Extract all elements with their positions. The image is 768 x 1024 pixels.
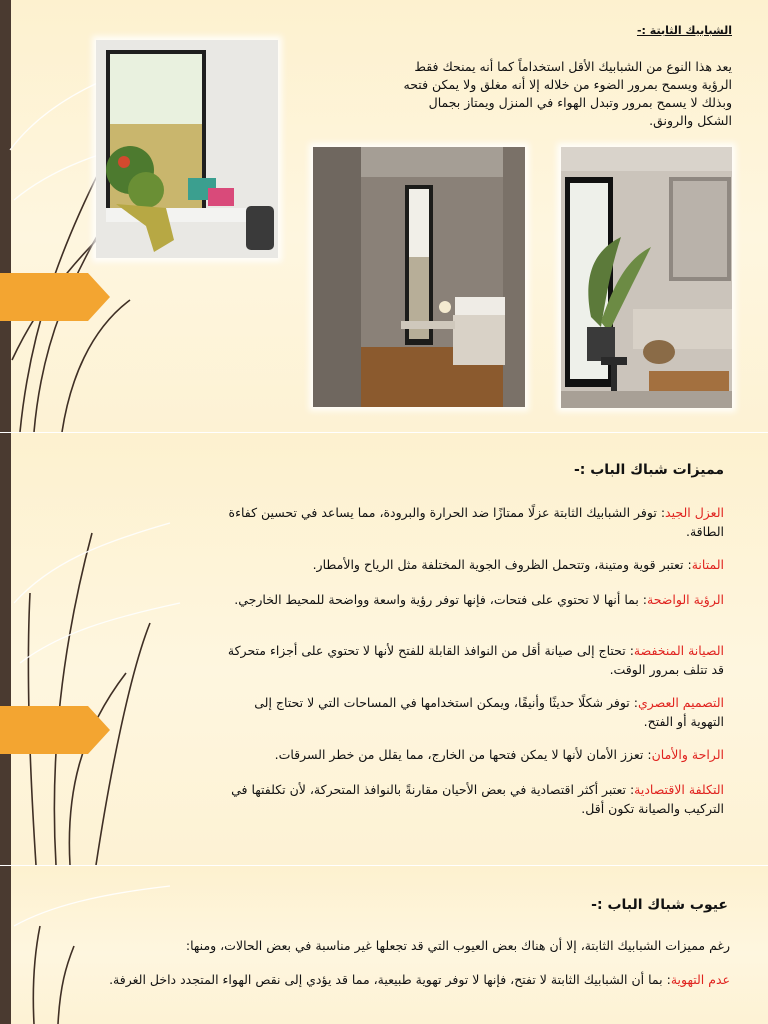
decorative-curves	[0, 433, 200, 865]
advantages-title: مميزات شباك الباب :-	[573, 462, 724, 478]
description-paragraph: يعد هذا النوع من الشبابيك الأقل استخداماً كما أنه يمنحك فقط الرؤية ويسمح بمرور الضوء من خلاله إلا أنه مغلق ولا يمكن فتحه وبذلك لا يسمح بمرور وتبدل الهواء في المنزل ويمتاز بجمال الشكل والرونق.	[403, 59, 732, 128]
bathroom-photo	[561, 147, 732, 408]
advantage-item-cost: التكلفة الاقتصادية: تعتبر أكثر اقتصادية في بعض الأحيان مقارنةً بالنوافذ المتحركة، لأن تكلفتها في التركيب والصيانة تكون أقل.	[231, 782, 724, 816]
advantage-item-maintenance: الصيانة المنخفضة: تحتاج إلى صيانة أقل من النوافذ القابلة للفتح لأنها لا تحتوي على أجزاء متحركة قد تتلف بمرور الوقت.	[227, 643, 724, 677]
disadvantages-intro: رغم مميزات الشبابيك الثابتة، إلا أن هناك بعض العيوب التي قد تجعلها غير مناسبة في بعض الحالات، ومنها:	[185, 938, 730, 953]
advantage-item-durability: المتانة: تعتبر قوية ومتينة، وتتحمل الظروف الجوية المختلفة مثل الرياح والأمطار.	[312, 557, 724, 572]
orange-arrow-tab	[0, 706, 110, 754]
slide-disadvantages	[0, 866, 768, 1024]
disadvantage-item-ventilation: عدم التهوية: بما أن الشبابيك الثابتة لا تفتح، فإنها لا توفر تهوية طبيعية، مما قد يؤدي إلى نقص الهواء المتجدد داخل الغرفة.	[109, 972, 730, 987]
orange-arrow-tab	[0, 273, 110, 321]
disadvantages-title: عيوب شباك الباب :-	[591, 897, 728, 913]
bedroom-photo	[313, 147, 525, 407]
section-heading: الشبابيك الثابتة :-	[636, 24, 732, 37]
advantage-item-security: الراحة والأمان: تعزز الأمان لأنها لا يمكن فتحها من الخارج، مما يقلل من خطر السرقات.	[274, 747, 724, 762]
advantage-item-visibility: الرؤية الواضحة: بما أنها لا تحتوي على فتحات، فإنها توفر رؤية واسعة وواضحة للمحيط الخارجي.	[234, 592, 724, 607]
slide-advantages	[0, 433, 768, 865]
slide-fixed-windows	[0, 0, 768, 432]
window-seat-photo	[96, 40, 278, 258]
advantage-item-insulation: العزل الجيد: توفر الشبابيك الثابتة عزلًا ممتازًا ضد الحرارة والبرودة، مما يساعد في تحسين كفاءة الطاقة.	[228, 505, 724, 539]
advantage-item-design: التصميم العصري: توفر شكلًا حديثًا وأنيقًا، ويمكن استخدامها في المساحات التي لا تحتاج إلى التهوية أو الفتح.	[254, 695, 724, 729]
